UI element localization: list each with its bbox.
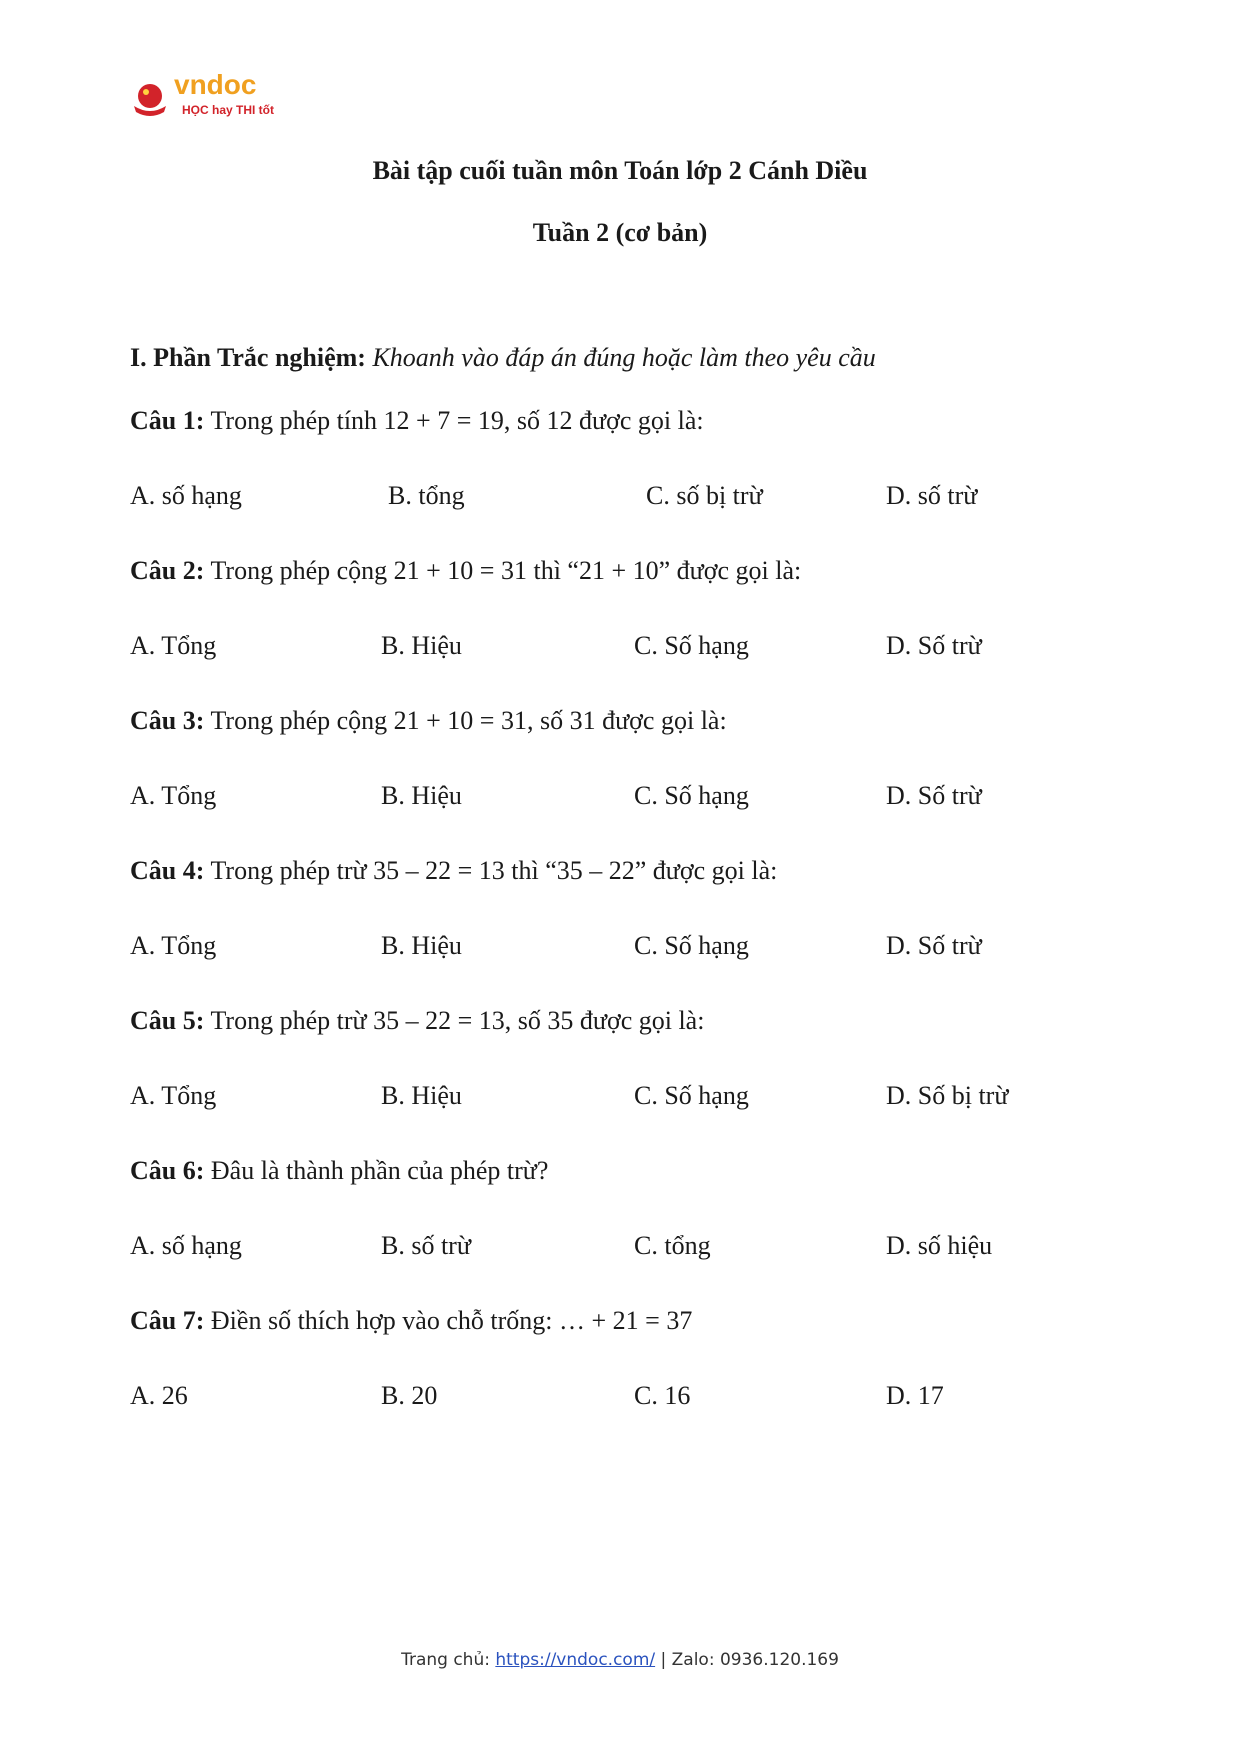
q7-option-b[interactable]: B. 20	[381, 1381, 438, 1410]
document-subtitle: Tuần 2 (cơ bản)	[532, 218, 708, 247]
q3-option-d[interactable]: D. Số trừ	[886, 781, 982, 810]
section-heading: I. Phần Trắc nghiệm:	[130, 343, 366, 372]
mascot-icon	[138, 84, 162, 108]
question-label: Câu 2:	[130, 556, 205, 585]
q7-option-a[interactable]: A. 26	[130, 1381, 188, 1410]
q2-option-a[interactable]: A. Tổng	[130, 631, 217, 660]
question-5	[130, 1006, 704, 1036]
q5-option-a[interactable]: A. Tổng	[130, 1081, 217, 1110]
footer-prefix: Trang chủ:	[401, 1650, 490, 1670]
q5-option-d[interactable]: D. Số bị trừ	[886, 1081, 1009, 1110]
question-text: Trong phép trừ 35 – 22 = 13, số 35 được gọi là:	[210, 1006, 705, 1035]
question-text: Trong phép trừ 35 – 22 = 13 thì “35 – 22” được gọi là:	[210, 856, 778, 885]
q3-option-b[interactable]: B. Hiệu	[381, 781, 462, 810]
q4-option-a[interactable]: A. Tổng	[130, 931, 217, 960]
vndoc-logo	[130, 68, 290, 124]
q1-option-a[interactable]: A. số hạng	[130, 481, 242, 510]
question-label: Câu 3:	[130, 706, 205, 735]
q5-option-c[interactable]: C. Số hạng	[634, 1081, 749, 1110]
question-4	[130, 856, 777, 886]
question-text: Điền số thích hợp vào chỗ trống: … + 21 = 37	[210, 1306, 693, 1335]
q2-option-b[interactable]: B. Hiệu	[381, 631, 462, 660]
question-label: Câu 5:	[130, 1006, 205, 1035]
question-text: Trong phép cộng 21 + 10 = 31, số 31 được gọi là:	[210, 706, 727, 735]
logo-graphic	[130, 68, 290, 124]
q1-option-b[interactable]: B. tổng	[388, 481, 465, 510]
logo-tagline: HỌC hay THI tốt	[182, 103, 274, 117]
section-instruction: Khoanh vào đáp án đúng hoặc làm theo yêu cầu	[372, 343, 876, 372]
question-1	[130, 406, 704, 436]
q6-option-a[interactable]: A. số hạng	[130, 1231, 242, 1260]
q6-option-d[interactable]: D. số hiệu	[886, 1231, 993, 1260]
question-6	[130, 1156, 548, 1186]
q1-option-d[interactable]: D. số trừ	[886, 481, 978, 510]
q1-option-c[interactable]: C. số bị trừ	[646, 481, 763, 510]
q7-option-c[interactable]: C. 16	[634, 1381, 691, 1410]
question-text: Đâu là thành phần của phép trừ?	[210, 1156, 549, 1185]
q4-option-b[interactable]: B. Hiệu	[381, 931, 462, 960]
question-label: Câu 7:	[130, 1306, 205, 1335]
q3-option-c[interactable]: C. Số hạng	[634, 781, 749, 810]
q6-option-c[interactable]: C. tổng	[634, 1231, 711, 1260]
q2-option-d[interactable]: D. Số trừ	[886, 631, 982, 660]
question-text: Trong phép tính 12 + 7 = 19, số 12 được gọi là:	[210, 406, 704, 435]
section-heading-line	[130, 343, 876, 373]
question-label: Câu 1:	[130, 406, 205, 435]
question-3	[130, 706, 727, 736]
q4-option-d[interactable]: D. Số trừ	[886, 931, 982, 960]
question-2	[130, 556, 801, 586]
q5-option-b[interactable]: B. Hiệu	[381, 1081, 462, 1110]
footer-contact: | Zalo: 0936.120.169	[660, 1650, 839, 1670]
homepage-link[interactable]: https://vndoc.com/	[495, 1650, 656, 1670]
question-text: Trong phép cộng 21 + 10 = 31 thì “21 + 10” được gọi là:	[210, 556, 802, 585]
question-label: Câu 6:	[130, 1156, 205, 1185]
question-label: Câu 4:	[130, 856, 205, 885]
logo-brand: vndoc	[174, 69, 257, 100]
question-7	[130, 1306, 692, 1336]
q3-option-a[interactable]: A. Tổng	[130, 781, 217, 810]
q2-option-c[interactable]: C. Số hạng	[634, 631, 749, 660]
page-footer	[0, 1650, 1240, 1670]
document-title: Bài tập cuối tuần môn Toán lớp 2 Cánh Diều	[372, 156, 868, 185]
q4-option-c[interactable]: C. Số hạng	[634, 931, 749, 960]
q6-option-b[interactable]: B. số trừ	[381, 1231, 471, 1260]
q7-option-d[interactable]: D. 17	[886, 1381, 944, 1410]
